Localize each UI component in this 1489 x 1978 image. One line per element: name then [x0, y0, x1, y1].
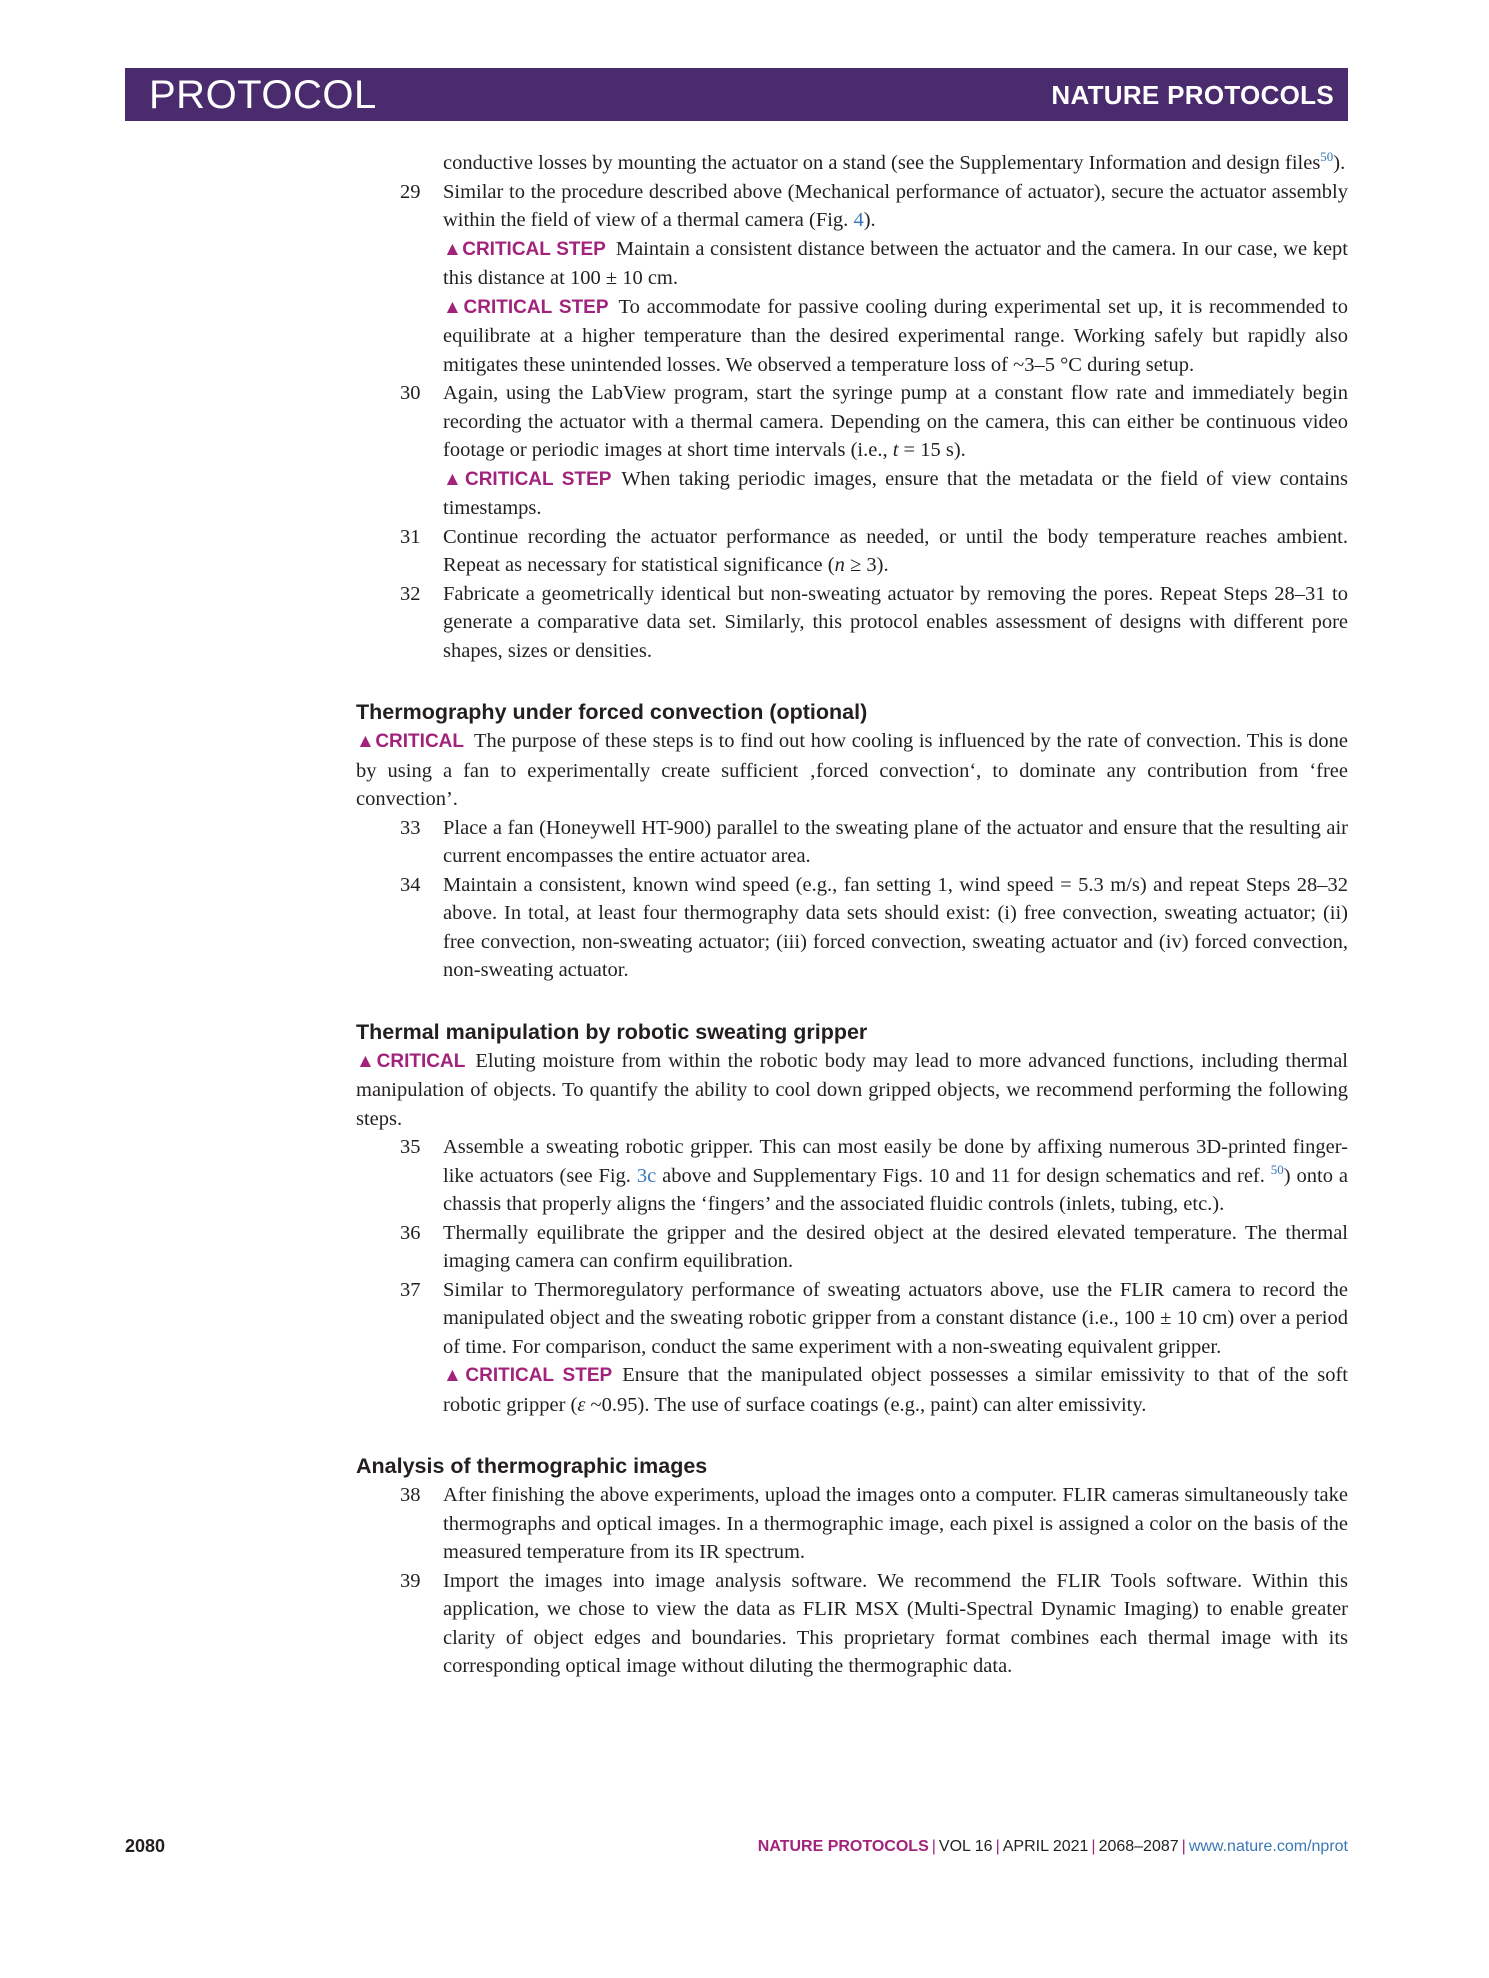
figure-link[interactable]: 4: [853, 209, 864, 231]
figure-link[interactable]: 3c: [636, 1164, 657, 1187]
step-33: 33 Place a fan (Honeywell HT-900) parallel to the sweating plane of the actuator and ensure that the resulting air current encompasses the entire actuator area.: [400, 814, 1348, 871]
step-36: 36 Thermally equilibrate the gripper and the desired object at the desired elevated temperature. The thermal imaging camera can confirm equilibration.: [400, 1219, 1348, 1276]
step-number: 30: [400, 382, 421, 404]
step-31: 31 Continue recording the actuator performance as needed, or until the body temperature reaches ambient. Repeat as necessary for statistical significance (n ≥ 3).: [400, 523, 1348, 580]
step-38: 38 After finishing the above experiments, upload the images onto a computer. FLIR cameras simultaneously take thermographs and optical images. In a thermographic image, each pixel is assigned a color on the basis of the measured temperature from its IR spectrum.: [400, 1481, 1348, 1567]
page-number: 2080: [125, 1836, 166, 1856]
section-heading: Thermography under forced convection (optional): [356, 700, 868, 724]
critical-label: ▲CRITICAL: [356, 731, 464, 752]
section-analysis: [356, 1451, 1348, 1481]
section-heading: Thermal manipulation by robotic sweating gripper: [356, 1019, 868, 1044]
step-37: 37 Similar to Thermoregulatory performance of sweating actuators above, use the FLIR camera to record the manipulated object and the sweating robotic gripper from a constant distance (i.e., 100 ± 10 cm) over a period of time. For comparison, conduct the same experiment with a non-sweating equivalent gripper. ▲CRITICAL STEP Ensure that the manipulated object possesses a similar emissivity to that of the soft robotic gripper (ε ~0.95). The use of surface coatings (e.g., paint) can alter emissivity.: [400, 1276, 1348, 1420]
step-29: 29 Similar to the procedure described above (Mechanical performance of actuator), secure the actuator assembly within the field of view of a thermal camera (Fig. 4). ▲CRITICAL STEP Maintain a consistent distance between the actuator and the camera. In our case, we kept this distance at 100 ± 10 cm. ▲CRITICAL STEP To accommodate for passive cooling during experimental set up, it is recommended to equilibrate at a higher temperature than the desired experimental range. Working safely but rapidly also mitigates these unintended losses. We observed a temperature loss of ~3–5 °C during setup.: [400, 178, 1348, 380]
section-forced-convection: [356, 697, 1348, 814]
step-number: 38: [400, 1484, 421, 1506]
step-number: 35: [400, 1136, 421, 1158]
step-number: 36: [400, 1221, 421, 1244]
header-banner: [125, 68, 1348, 121]
critical-step-note: ▲CRITICAL STEP When taking periodic images, ensure that the metadata or the field of view contains timestamps.: [443, 467, 1348, 519]
section-type-label: PROTOCOL: [149, 73, 377, 117]
citation-footer: NATURE PROTOCOLS | VOL 16 | APRIL 2021 | 2068–2087 | www.nature.com/nprot: [757, 1838, 1348, 1855]
step-number: 34: [400, 873, 421, 896]
critical-step-label: ▲CRITICAL STEP: [443, 238, 606, 260]
step-32: 32 Fabricate a geometrically identical but non-sweating actuator by removing the pores. Repeat Steps 28–31 to generate a comparative data set. Similarly, this protocol enables assessment of designs with different pore shapes, sizes or densities.: [400, 580, 1348, 666]
critical-note: ▲CRITICAL The purpose of these steps is to find out how cooling is influenced by the rate of convection. This is done by using a fan to experimentally create sufficient ‚forced convection‘, to dominate any contribution from ‘free convection’.: [356, 730, 1348, 810]
critical-step-label: ▲CRITICAL STEP: [443, 296, 609, 318]
step-34: 34 Maintain a consistent, known wind speed (e.g., fan setting 1, wind speed = 5.3 m/s) and repeat Steps 28–32 above. In total, at least four thermography data sets should exist: (i) free convection, sweating actuator; (ii) free convection, non-sweating actuator; (iii) forced convection, sweating actuator and (iv) forced convection, non-sweating actuator.: [400, 871, 1348, 985]
critical-step-label: ▲CRITICAL STEP: [443, 1365, 613, 1386]
critical-step-note: ▲CRITICAL STEP Ensure that the manipulated object possesses a similar emissivity to that of the soft robotic gripper (ε ~0.95). The use of surface coatings (e.g., paint) can alter emissivity.: [443, 1364, 1348, 1416]
section-robotic-gripper: [356, 1017, 1348, 1134]
footer-journal: NATURE PROTOCOLS: [757, 1838, 929, 1855]
main-column: [356, 149, 1348, 1681]
step-number: 33: [400, 816, 421, 839]
step-number: 39: [400, 1569, 421, 1592]
footer-pages: 2068–2087: [1098, 1838, 1179, 1855]
footer-volume: VOL 16: [938, 1838, 993, 1855]
section-heading: Analysis of thermographic images: [356, 1454, 708, 1478]
intro-continuation: conductive losses by mounting the actuator on a stand (see the Supplementary Information and design files$^{50}$).: [443, 149, 1346, 174]
footer-url-link[interactable]: www.nature.com/nprot: [1188, 1838, 1348, 1855]
journal-name: NATURE PROTOCOLS: [1051, 80, 1334, 110]
reference-link[interactable]: 50: [1320, 149, 1334, 164]
critical-note: ▲CRITICAL Eluting moisture from within the robotic body may lead to more advanced functions, including thermal manipulation of objects. To quantify the ability to cool down gripped objects, we recommend performing the following steps.: [356, 1049, 1348, 1130]
step-35: 35 Assemble a sweating robotic gripper. This can most easily be done by affixing numerous 3D-printed finger-like actuators (see Fig. 3c above and Supplementary Figs. 10 and 11 for design schematics and ref. $^{50}$) onto a chassis that properly aligns the ‘fingers’ and the associated fluidic controls (inlets, tubing, etc.).: [400, 1133, 1348, 1219]
step-30: 30 Again, using the LabView program, start the syringe pump at a constant flow rate and immediately begin recording the actuator with a thermal camera. Depending on the camera, this can either be continuous video footage or periodic images at short time intervals (i.e., t = 15 s). ▲CRITICAL STEP When taking periodic images, ensure that the metadata or the field of view contains timestamps.: [400, 379, 1348, 523]
step-number: 32: [400, 582, 421, 605]
footer-date: APRIL 2021: [1002, 1838, 1089, 1855]
critical-step-note: ▲CRITICAL STEP To accommodate for passive cooling during experimental set up, it is recommended to equilibrate at a higher temperature than the desired experimental range. Working safely but rapidly also mitigates these unintended losses. We observed a temperature loss of ~3–5 °C during setup.: [443, 295, 1348, 376]
step-number: 29: [400, 180, 421, 203]
step-number: 37: [400, 1278, 421, 1301]
critical-label: ▲CRITICAL: [356, 1050, 466, 1072]
critical-step-note: ▲CRITICAL STEP Maintain a consistent distance between the actuator and the camera. In our case, we kept this distance at 100 ± 10 cm.: [443, 237, 1348, 289]
step-number: 31: [400, 525, 421, 548]
step-39: 39 Import the images into image analysis software. We recommend the FLIR Tools software. Within this application, we chose to view the data as FLIR MSX (Multi-Spectral Dynamic Imaging) to enable greater clarity of object edges and boundaries. This proprietary format combines each thermal image with its corresponding optical image without diluting the thermographic data.: [400, 1567, 1348, 1681]
reference-link[interactable]: 50: [1270, 1161, 1284, 1177]
critical-step-label: ▲CRITICAL STEP: [443, 468, 612, 490]
